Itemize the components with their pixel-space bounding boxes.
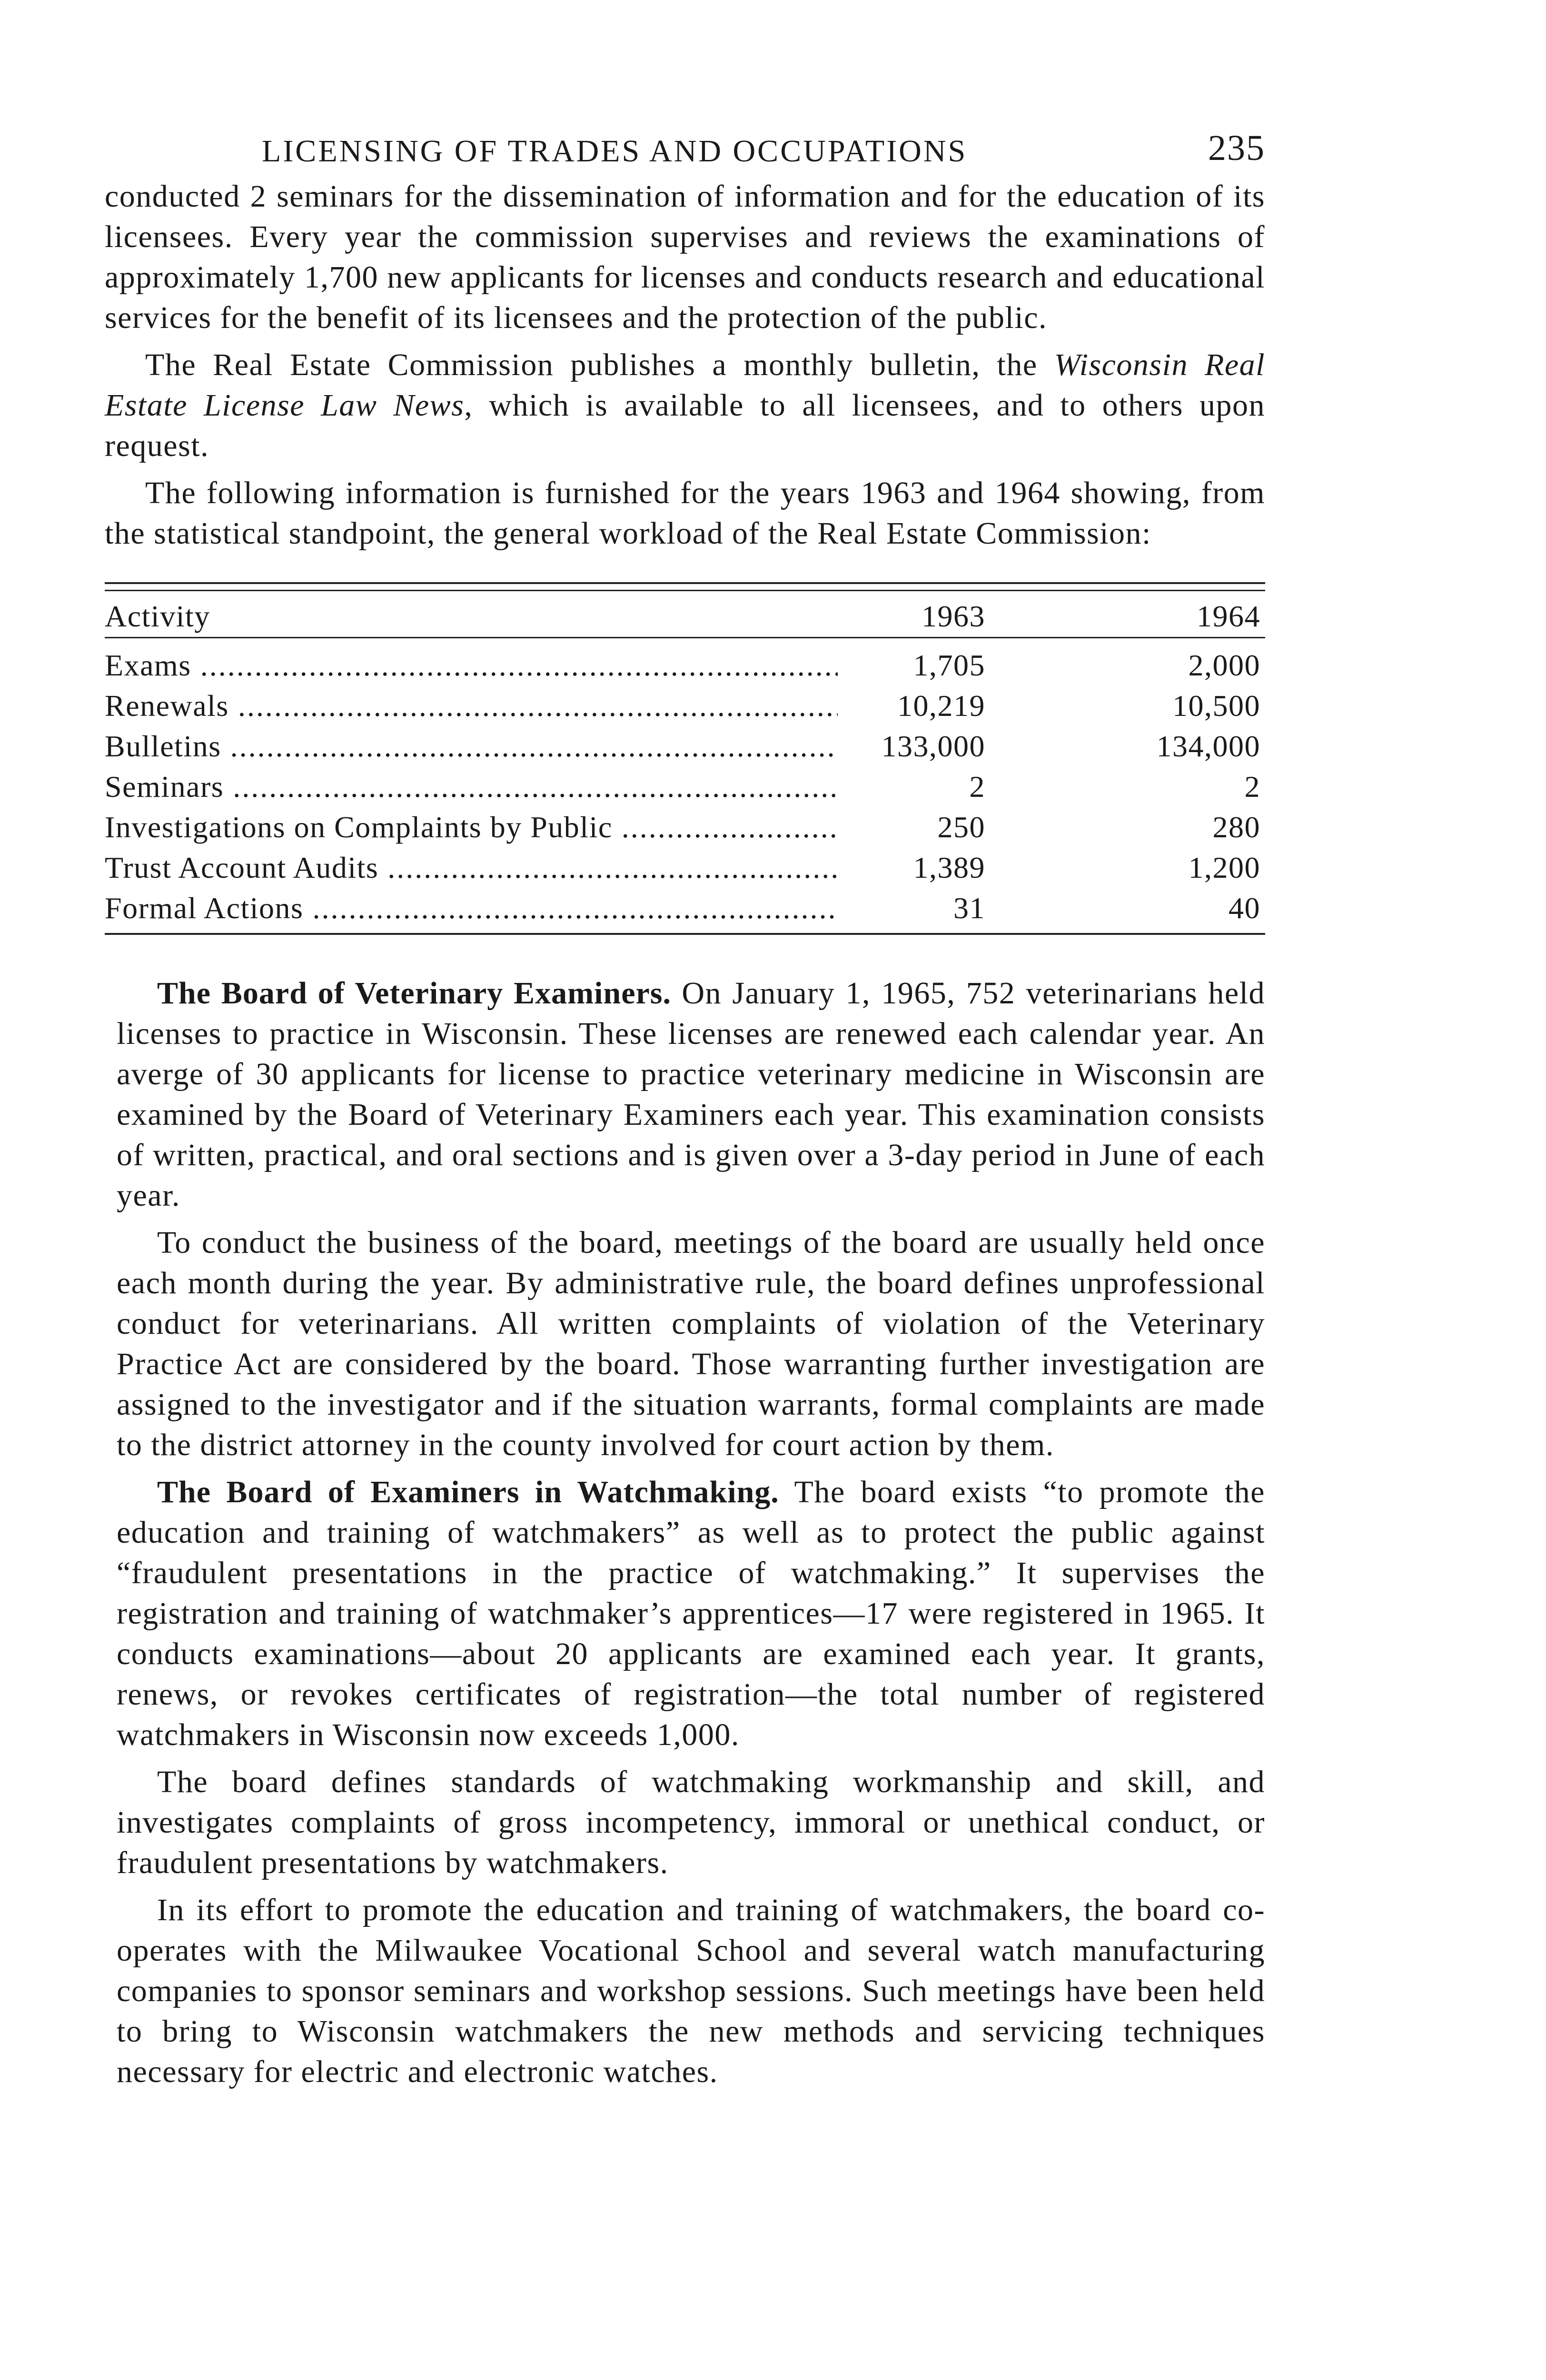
- row-value-1963: 250: [937, 810, 985, 844]
- table-header-row: [105, 591, 1265, 638]
- watchmaking-paragraph-1: [117, 1472, 1265, 1755]
- page-number: 235: [1208, 128, 1265, 168]
- watchmaking-paragraph-3: In its effort to promote the education and training of watchmakers, the board co-operates with the Milwaukee Vocational School and several watch manufacturing companies to sponsor seminars and workshop sessions. Such meetings have been held to bring to Wisconsin watchmakers the new methods and servicing techniques necessary for electric and electronic watches.: [117, 1893, 1265, 2089]
- header-activity: Activity: [105, 599, 210, 633]
- watchmaking-heading: The Board of Examiners in Watchmaking.: [157, 1475, 779, 1509]
- header-1963: 1963: [922, 599, 985, 633]
- row-activity: Seminars .....: [105, 769, 838, 804]
- row-value-1963: 133,000: [881, 729, 985, 763]
- row-value-1964: 2: [1244, 769, 1260, 803]
- table-top-rule: [105, 582, 1265, 591]
- table-row: [105, 888, 1265, 928]
- header-1964: 1964: [1197, 599, 1260, 633]
- veterinary-paragraph-1: [117, 973, 1265, 1216]
- row-activity: Trust Account Audits .....: [105, 850, 838, 885]
- bulletin-title: Wisconsin Real Estate License Law News: [105, 347, 1265, 423]
- table-row: [105, 685, 1265, 726]
- row-value-1963: 2: [969, 769, 985, 803]
- row-value-1964: 280: [1212, 810, 1260, 844]
- row-activity: Renewals .....: [105, 688, 838, 724]
- intro-paragraph-2-end: , which is available to all licensees, and to others upon request.: [105, 388, 1266, 463]
- workload-table: [105, 582, 1265, 935]
- row-value-1964: 134,000: [1156, 729, 1260, 763]
- intro-paragraph-3: The following information is furnished for the years 1963 and 1964 showing, from the statistical standpoint, the general workload of the Real Estate Commission:: [105, 476, 1265, 551]
- watchmaking-section: [105, 1472, 1265, 2092]
- row-value-1963: 10,219: [897, 688, 985, 723]
- intro-paragraph-2-start: The Real Estate Commission publishes a monthly bulletin, the: [145, 347, 1054, 382]
- table-row: [105, 807, 1265, 847]
- row-value-1964: 10,500: [1172, 688, 1260, 723]
- running-head-title: LICENSING OF TRADES AND OCCUPATIONS: [262, 134, 968, 169]
- table-bottom-rule: [105, 933, 1265, 935]
- table-row: [105, 726, 1265, 766]
- intro-paragraph-2: [105, 345, 1265, 466]
- row-activity: Bulletins .....: [105, 729, 838, 764]
- table-body: [105, 638, 1265, 933]
- row-activity: Formal Actions .....: [105, 891, 838, 926]
- row-value-1964: 1,200: [1188, 850, 1260, 884]
- veterinary-heading: The Board of Veterinary Examiners.: [157, 976, 671, 1011]
- table-row: [105, 847, 1265, 888]
- running-head: [105, 119, 1265, 176]
- row-activity: Exams .....: [105, 648, 838, 683]
- row-value-1963: 31: [953, 891, 985, 925]
- intro-paragraph-1: conducted 2 seminars for the dissemination of information and for the education of its licensees. Every year the commission supervises and reviews the examinations of approximately 1,700 new applicants for licenses and conducts research and educational services for the benefit of its licensees and the protection of the public.: [105, 179, 1265, 335]
- row-value-1963: 1,389: [913, 850, 985, 884]
- veterinary-paragraph-1-text: On January 1, 1965, 752 veterinarians held licenses to practice in Wisconsin. These licenses are renewed each calendar year. An averge of 30 applicants for license to practice veterinary medicine in Wisconsin are examined by the Board of Veterinary Examiners each year. This examination consists of written, practical, and oral sections and is given over a 3-day period in June of each year.: [117, 976, 1266, 1213]
- watchmaking-paragraph-1-text: The board exists “to promote the education and training of watchmakers” as well as to protect the public against “fraudulent presentations in the practice of watchmaking.” It supervises the registration and training of watchmaker’s apprentices—17 were registered in 1965. It conducts examinations—about 20 applicants are examined each year. It grants, renews, or revokes certificates of registration—the total number of registered watchmakers in Wisconsin now exceeds 1,000.: [117, 1475, 1265, 1752]
- row-value-1964: 40: [1229, 891, 1260, 925]
- watchmaking-paragraph-2: The board defines standards of watchmaking workmanship and skill, and investigates complaints of gross incompetency, immoral or unethical conduct, or fraudulent presentations by watchmakers.: [117, 1765, 1265, 1880]
- veterinary-paragraph-2: To conduct the business of the board, meetings of the board are usually held once each month during the year. By administrative rule, the board defines unprofessional conduct for veterinarians. All written complaints of violation of the Veterinary Practice Act are considered by the board. Those warranting further investigation are assigned to the investigator and if the situation warrants, formal complaints are made to the district attorney in the county involved for court action by them.: [117, 1225, 1265, 1462]
- table-row: [105, 766, 1265, 807]
- row-value-1963: 1,705: [913, 648, 985, 682]
- row-value-1964: 2,000: [1188, 648, 1260, 682]
- table-row: [105, 645, 1265, 685]
- row-activity: Investigations on Complaints by Public .....: [105, 810, 838, 845]
- veterinary-section: [105, 973, 1265, 1465]
